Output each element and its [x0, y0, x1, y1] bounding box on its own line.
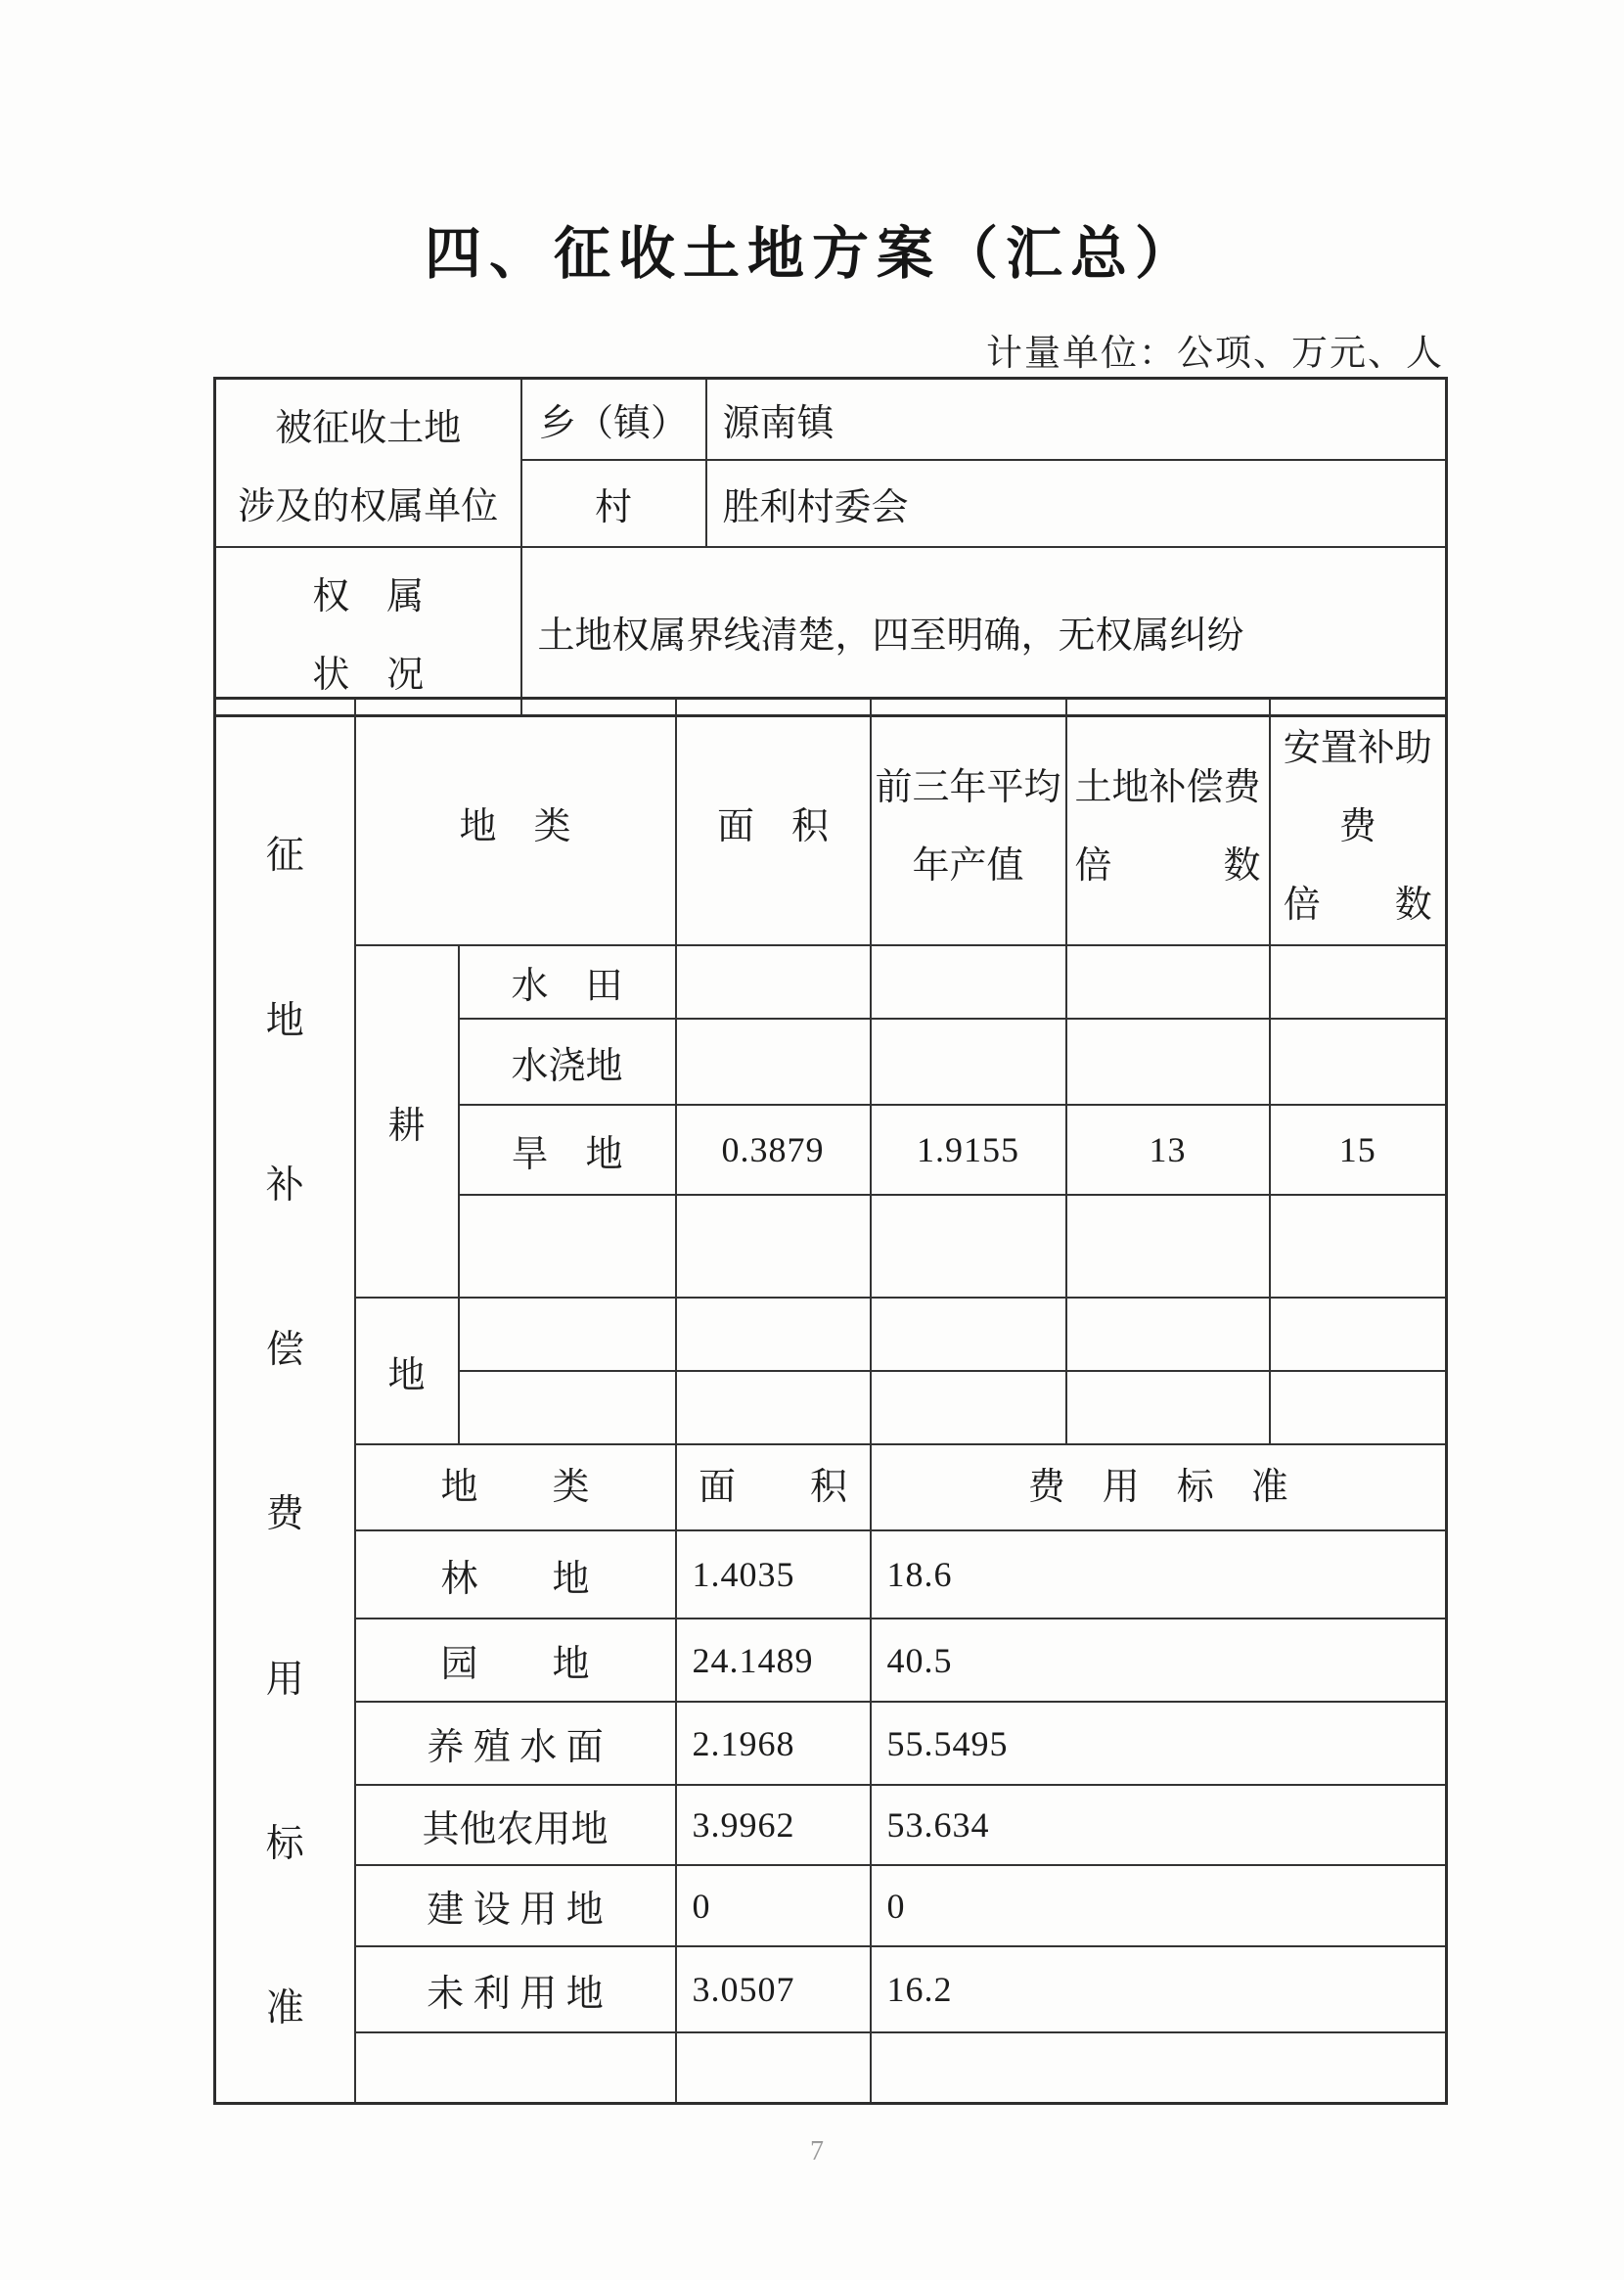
other-header-fee-standard: 费 用 标 准 [871, 1444, 1447, 1530]
page-number: 7 [810, 2136, 824, 2166]
side-label-char: 用 [265, 1658, 304, 1701]
cell-area: 1.4035 [676, 1530, 871, 1619]
cell-area: 3.9962 [676, 1785, 871, 1865]
cell-resettle-multiple [1270, 1195, 1447, 1298]
cell-area: 24.1489 [676, 1619, 871, 1702]
cell-fee-standard: 0 [871, 1865, 1447, 1946]
cell-resettle-multiple [1270, 1019, 1447, 1105]
table-row [215, 1946, 1447, 2032]
compensation-table [213, 697, 1448, 2105]
header-avg-output [871, 699, 1066, 946]
cell-ownership-status: 土地权属界线清楚，四至明确，无权属纠纷 [521, 547, 1447, 716]
cell-land-type: 水 田 [459, 945, 676, 1019]
cell-township-value: 源南镇 [706, 379, 1447, 461]
header-land-comp-fee [1066, 699, 1270, 946]
cell-area: 2.1968 [676, 1702, 871, 1785]
cell-land-type: 林 地 [355, 1530, 676, 1619]
avg-output-line2: 年产值 [912, 845, 1024, 887]
ownership-label-line1: 权 属 [312, 576, 425, 617]
cell-area [676, 1371, 871, 1444]
resettle-fee-line2: 倍 数 [1283, 885, 1432, 926]
cell-land-type: 园 地 [355, 1619, 676, 1702]
cell-area [676, 1298, 871, 1371]
cell-land-type: 养 殖 水 面 [355, 1702, 676, 1785]
cell-land-type [355, 2032, 676, 2103]
page-title: 四、征收土地方案（汇总） [424, 222, 1199, 286]
cell-comp-multiple [1066, 1019, 1270, 1105]
cell-output-value [871, 1195, 1066, 1298]
group-land: 地 [355, 1298, 459, 1444]
cell-area: 0.3879 [676, 1105, 871, 1195]
cell-comp-multiple [1066, 1195, 1270, 1298]
cell-resettle-multiple: 15 [1270, 1105, 1447, 1195]
side-label-char: 准 [265, 1987, 304, 2030]
side-label-char: 补 [265, 1163, 304, 1207]
cell-ownership-label [215, 547, 521, 716]
table-row [215, 2032, 1447, 2103]
cell-fee-standard: 55.5495 [871, 1702, 1447, 1785]
cell-output-value [871, 1298, 1066, 1371]
header-resettle-fee [1270, 699, 1447, 946]
other-header-land-type: 地 类 [355, 1444, 676, 1530]
table-row [215, 1702, 1447, 1785]
cell-land-type: 其他农用地 [355, 1785, 676, 1865]
land-comp-fee-line1: 土地补偿费 [1074, 767, 1261, 808]
table-row [215, 1444, 1447, 1530]
cell-village-label: 村 [521, 460, 706, 547]
cell-fee-standard [871, 2032, 1447, 2103]
cell-fee-standard: 18.6 [871, 1530, 1447, 1619]
cell-area [676, 1019, 871, 1105]
table-row [215, 1298, 1447, 1371]
cell-output-value [871, 945, 1066, 1019]
cell-area: 0 [676, 1865, 871, 1946]
cell-resettle-multiple [1270, 1298, 1447, 1371]
resettle-fee-line1: 安置补助费 [1283, 728, 1432, 847]
side-label-char: 征 [265, 835, 304, 878]
cell-area: 3.0507 [676, 1946, 871, 2032]
cell-output-value: 1.9155 [871, 1105, 1066, 1195]
cell-land-type [459, 1298, 676, 1371]
cell-land-type: 旱 地 [459, 1105, 676, 1195]
cell-resettle-multiple [1270, 945, 1447, 1019]
cell-comp-multiple [1066, 1298, 1270, 1371]
cell-comp-multiple: 13 [1066, 1105, 1270, 1195]
cell-output-value [871, 1019, 1066, 1105]
header-area: 面 积 [676, 699, 871, 946]
cell-fee-standard: 53.634 [871, 1785, 1447, 1865]
unit-label-line2: 涉及的权属单位 [238, 486, 499, 527]
cell-village-value: 胜利村委会 [706, 460, 1447, 547]
cell-land-type: 水浇地 [459, 1019, 676, 1105]
cell-land-type: 建 设 用 地 [355, 1865, 676, 1946]
cell-side-label [215, 699, 355, 2104]
cell-land-type [459, 1195, 676, 1298]
cell-output-value [871, 1371, 1066, 1444]
header-land-type: 地 类 [355, 699, 676, 946]
group-cultivated: 耕 [355, 945, 459, 1298]
cell-land-type [459, 1371, 676, 1444]
cell-fee-standard: 16.2 [871, 1946, 1447, 2032]
table-row [215, 1530, 1447, 1619]
other-header-area: 面 积 [676, 1444, 871, 1530]
cell-area [676, 1195, 871, 1298]
cell-township-label: 乡（镇） [521, 379, 706, 461]
cell-area [676, 945, 871, 1019]
table-row [215, 1785, 1447, 1865]
unit-label-line1: 被征收土地 [275, 408, 462, 449]
table-row [215, 1619, 1447, 1702]
side-label-char: 地 [265, 999, 304, 1042]
cell-fee-standard: 40.5 [871, 1619, 1447, 1702]
cell-comp-multiple [1066, 945, 1270, 1019]
ownership-info-table [213, 377, 1448, 717]
table-row [215, 1865, 1447, 1946]
side-label-char: 费 [265, 1493, 304, 1536]
ownership-label-line2: 状 况 [312, 655, 425, 696]
cell-area [676, 2032, 871, 2103]
cell-unit-label [215, 379, 521, 548]
avg-output-line1: 前三年平均 [875, 767, 1061, 808]
side-label-char: 偿 [265, 1329, 304, 1372]
cell-comp-multiple [1066, 1371, 1270, 1444]
side-label-char: 标 [265, 1822, 304, 1865]
measurement-unit-note: 计量单位：公项、万元、人 [986, 334, 1444, 374]
land-comp-fee-line2: 倍 数 [1074, 845, 1261, 887]
table-row [215, 945, 1447, 1019]
cell-land-type: 未 利 用 地 [355, 1946, 676, 2032]
side-label [216, 754, 354, 2046]
cell-resettle-multiple [1270, 1371, 1447, 1444]
